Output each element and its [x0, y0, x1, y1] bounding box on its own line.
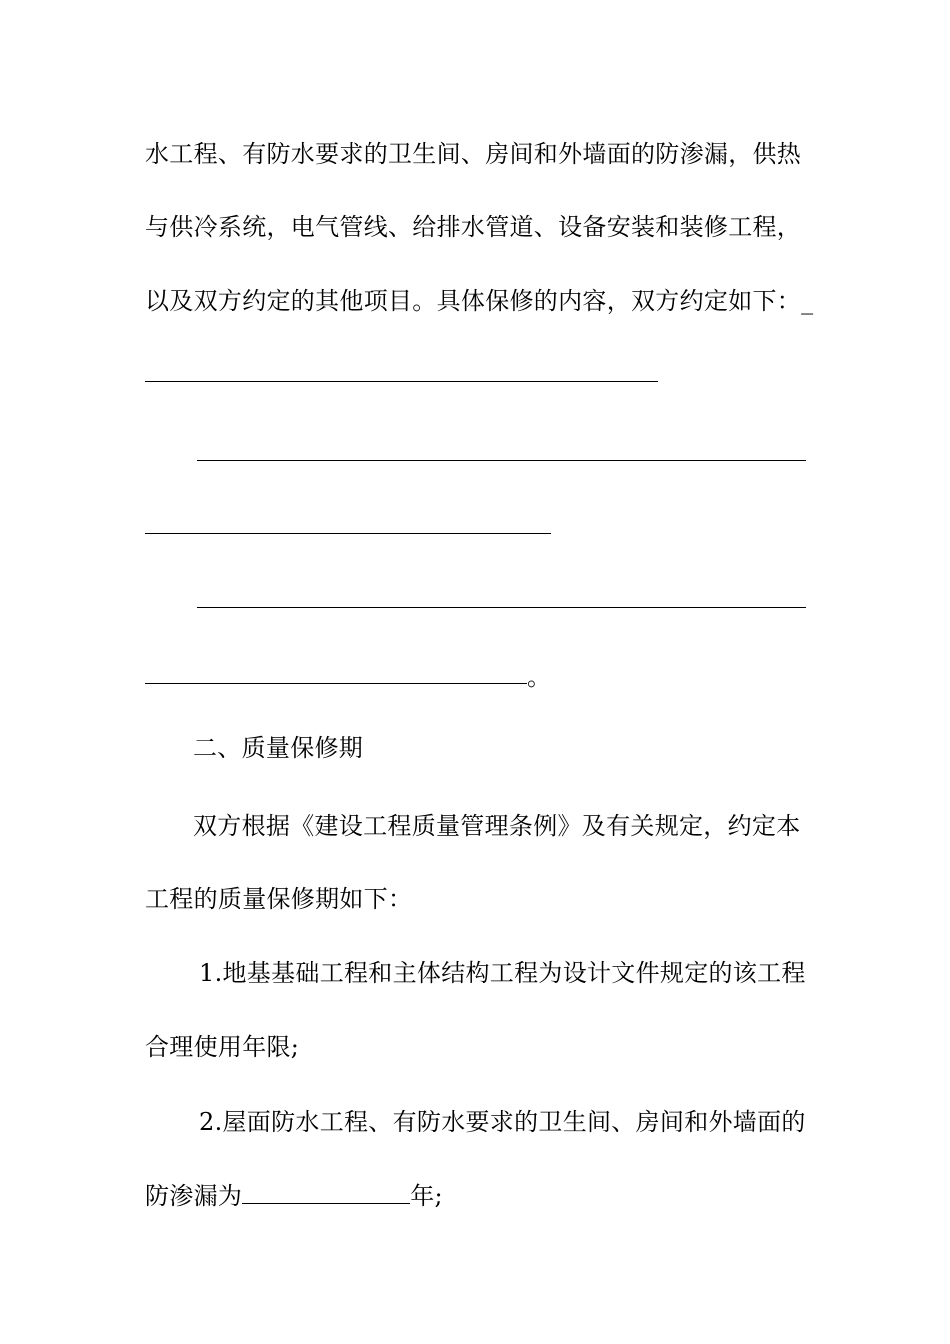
- fill-in-blank-line: [145, 381, 658, 382]
- section-heading: 二、质量保修期: [193, 734, 364, 762]
- body-text-line: 水工程、有防水要求的卫生间、房间和外墙面的防渗漏，供热: [145, 140, 802, 168]
- fill-in-blank-line: [197, 460, 806, 461]
- fill-in-blank-line: [145, 683, 527, 684]
- list-item-text: 1.地基基础工程和主体结构工程为设计文件规定的该工程: [199, 959, 806, 987]
- body-text-line: 工程的质量保修期如下：: [145, 885, 413, 913]
- body-text-line: 以及双方约定的其他项目。具体保修的内容，双方约定如下：_: [145, 287, 814, 315]
- list-item-suffix: 年;: [410, 1182, 443, 1210]
- list-item-prefix: 防渗漏为: [145, 1182, 243, 1210]
- fill-in-blank-line: [197, 607, 806, 608]
- list-item-text: [145, 1181, 443, 1211]
- fill-in-blank-line: [145, 533, 551, 534]
- fill-in-blank-years: [242, 1181, 410, 1204]
- sentence-end-mark: 。: [527, 663, 551, 691]
- list-item-text: 2.屋面防水工程、有防水要求的卫生间、房间和外墙面的: [199, 1108, 806, 1136]
- body-text-line: 双方根据《建设工程质量管理条例》及有关规定，约定本: [193, 812, 801, 840]
- body-text-line: 与供冷系统，电气管线、给排水管道、设备安装和装修工程，: [145, 213, 802, 241]
- list-item-text: 合理使用年限;: [145, 1033, 300, 1061]
